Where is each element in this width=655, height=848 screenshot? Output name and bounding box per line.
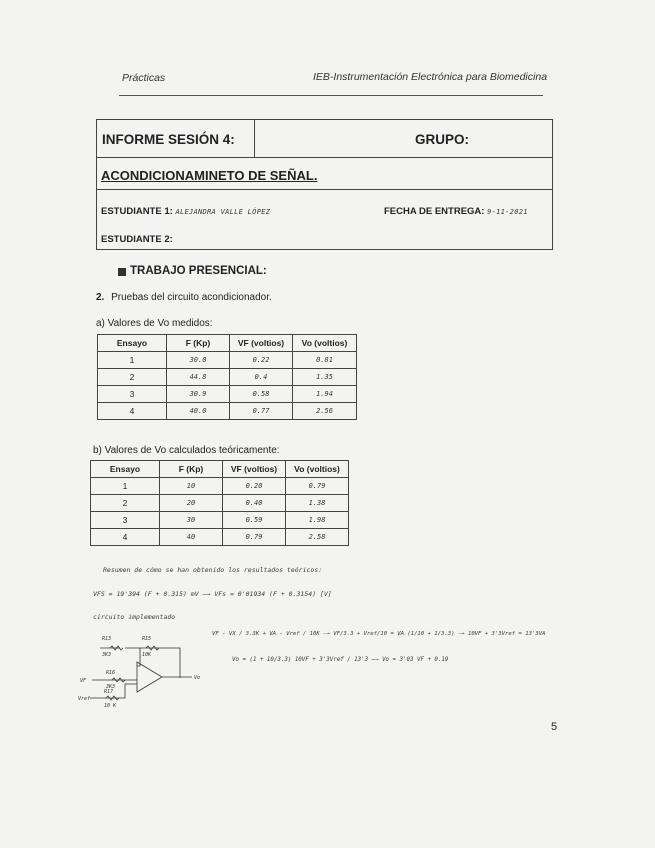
table-cell: 0.81 — [293, 352, 357, 369]
r17-value: 10 K — [104, 703, 117, 709]
table-cell: 0.79 — [286, 478, 349, 495]
table-cell: 10 — [160, 478, 223, 495]
item-heading — [96, 292, 272, 303]
table-row — [91, 495, 349, 512]
session-label: INFORME SESIÓN 4: — [102, 132, 235, 147]
date-value: 9-11-2021 — [487, 208, 528, 216]
table-row — [91, 478, 349, 495]
date-label: FECHA DE ENTREGA: — [384, 206, 485, 217]
table-cell: 0.77 — [230, 403, 293, 420]
table-cell: 1.35 — [293, 369, 357, 386]
table-cell: 3 — [98, 386, 167, 403]
measured-values-table — [97, 334, 357, 420]
table-cell: 0.20 — [223, 478, 286, 495]
circuit-diagram — [80, 620, 220, 720]
table-cell: 0.59 — [223, 512, 286, 529]
opamp-icon — [137, 662, 162, 692]
item-text: Pruebas del circuito acondicionador. — [111, 292, 272, 303]
vfs-formula: VFS = 19'394 (F + 0.315) mV —→ VFs = 0'01934 (F + 0.3154) [V] — [93, 590, 332, 598]
table-b-caption: b) Valores de Vo calculados teóricamente: — [93, 445, 280, 456]
column-header: F (Kp) — [167, 335, 230, 352]
summary-note: Resumen de cómo se han obtenido los resultados teóricos: — [103, 566, 323, 574]
table-cell: 2.56 — [293, 403, 357, 420]
table-cell: 30 — [160, 512, 223, 529]
vref-label: Vref — [78, 696, 91, 702]
header-divider — [119, 95, 543, 96]
page-number: 5 — [551, 721, 558, 733]
r13-label: R13 — [102, 636, 112, 642]
column-header: Ensayo — [98, 335, 167, 352]
column-header: Vo (voltios) — [293, 335, 357, 352]
table-cell: 2 — [98, 369, 167, 386]
r13-value: 3K3 — [102, 652, 112, 658]
report-info-box — [96, 119, 553, 250]
r15-value: 10K — [142, 652, 152, 658]
section-title: TRABAJO PRESENCIAL: — [130, 265, 267, 277]
table-cell: 3 — [91, 512, 160, 529]
column-header: Vo (voltios) — [286, 461, 349, 478]
r15-label: R15 — [142, 636, 152, 642]
table-cell: 40 — [160, 529, 223, 546]
table-cell: 40.0 — [167, 403, 230, 420]
item-number: 2. — [96, 292, 105, 303]
equation-2: Vo = (1 + 10/3.3) 10VF + 3'3Vref / 13'3 —→ Vo = 3'03 VF + 0.19 — [232, 657, 449, 663]
table-row — [98, 352, 357, 369]
table-cell: 30.0 — [167, 352, 230, 369]
student2-label: ESTUDIANTE 2: — [101, 234, 173, 245]
student1-field — [101, 206, 270, 217]
table-row — [91, 529, 349, 546]
wire — [162, 648, 180, 678]
student1-label: ESTUDIANTE 1: — [101, 206, 173, 217]
date-field — [384, 206, 528, 217]
table-row — [98, 403, 357, 420]
header-right: IEB-Instrumentación Electrónica para Biomedicina — [313, 71, 548, 83]
group-label: GRUPO: — [415, 132, 469, 147]
section-bullet-icon — [118, 268, 126, 276]
table-cell: 1.94 — [293, 386, 357, 403]
column-header: Ensayo — [91, 461, 160, 478]
table-cell: 1.38 — [286, 495, 349, 512]
table-row — [98, 369, 357, 386]
table-cell: 1.98 — [286, 512, 349, 529]
table-cell: 1 — [91, 478, 160, 495]
table-cell: 0.4 — [230, 369, 293, 386]
student1-value: ALEJANDRA VALLE LÓPEZ — [175, 208, 271, 216]
r16-value: 3K3 — [106, 684, 116, 690]
circuit-label: circuito implementado — [93, 613, 176, 621]
column-header: VF (voltios) — [230, 335, 293, 352]
table-row — [91, 512, 349, 529]
r17-label: R17 — [104, 689, 114, 695]
theoretical-values-table — [90, 460, 349, 546]
table-cell: 0.40 — [223, 495, 286, 512]
wire — [125, 648, 140, 666]
column-header: F (Kp) — [160, 461, 223, 478]
table-cell: 0.58 — [230, 386, 293, 403]
equation-1: VF - VX / 3.3K + VA - Vref / 10K —→ VF/3.3 + Vref/10 = VA (1/10 + 1/3.3) —→ 10VF + 3'3Vref = 13'3VA — [212, 631, 546, 637]
table-row — [98, 386, 357, 403]
r16-label: R16 — [106, 670, 116, 676]
column-header: VF (voltios) — [223, 461, 286, 478]
table-cell: 30.9 — [167, 386, 230, 403]
table-cell: 2 — [91, 495, 160, 512]
report-title: ACONDICIONAMINETO DE SEÑAL. — [101, 168, 318, 183]
table-cell: 44.8 — [167, 369, 230, 386]
table-a-caption: a) Valores de Vo medidos: — [96, 318, 213, 329]
vo-label: Vo — [194, 675, 201, 681]
table-cell: 20 — [160, 495, 223, 512]
table-cell: 1 — [98, 352, 167, 369]
header-left: Prácticas — [122, 72, 166, 84]
table-cell: 0.22 — [230, 352, 293, 369]
table-cell: 4 — [98, 403, 167, 420]
table-cell: 4 — [91, 529, 160, 546]
table-cell: 0.79 — [223, 529, 286, 546]
table-cell: 2.58 — [286, 529, 349, 546]
vf-label: VF — [80, 678, 87, 684]
